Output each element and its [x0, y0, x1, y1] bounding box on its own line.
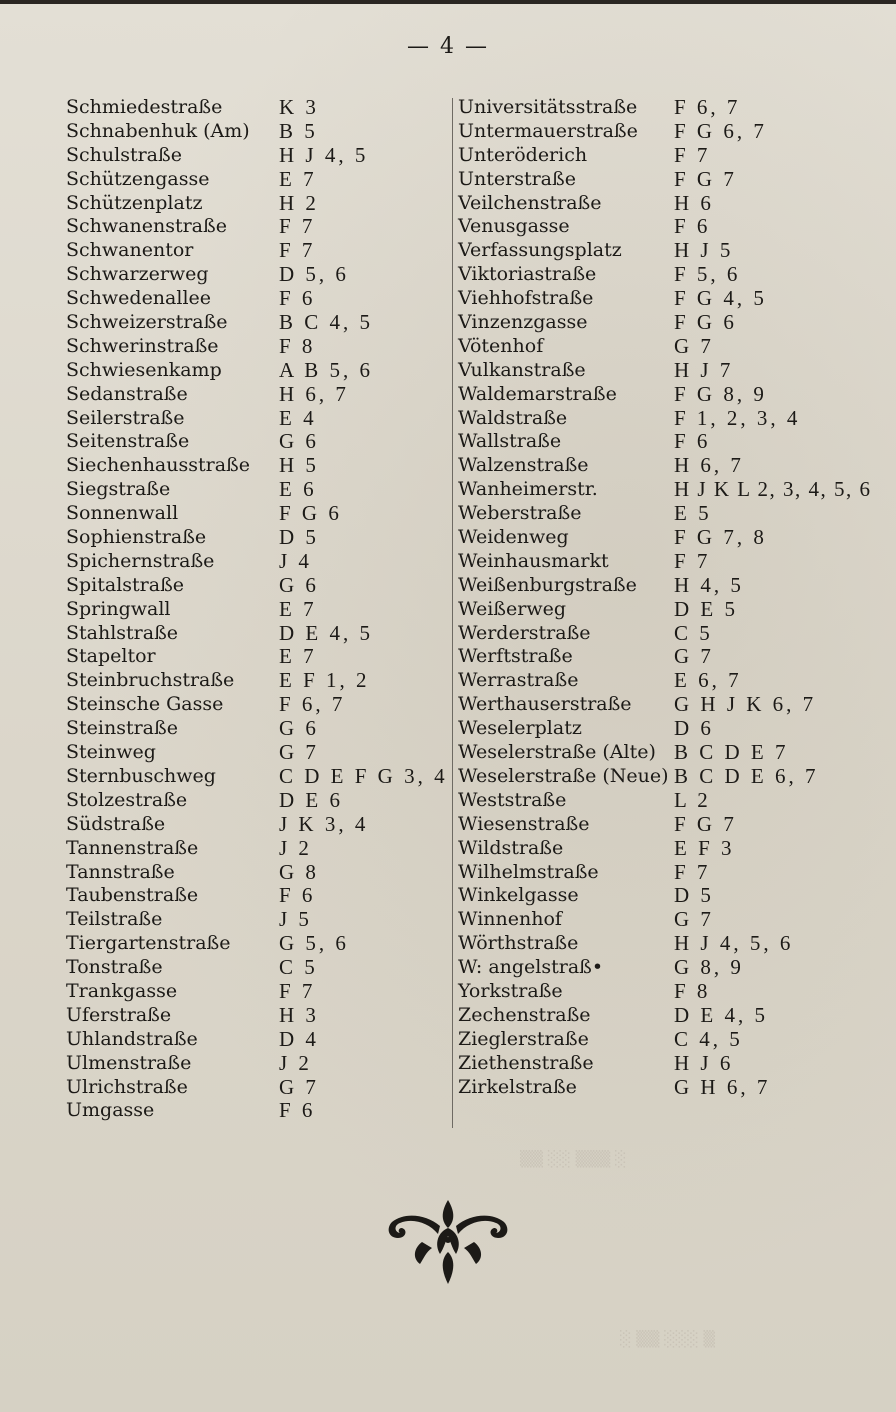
- street-entry: [66, 96, 446, 120]
- grid-reference: H 2: [279, 190, 319, 215]
- street-entry: [66, 741, 446, 765]
- street-name: Sophienstraße: [66, 526, 207, 549]
- grid-reference: C 4, 5: [674, 1026, 743, 1051]
- grid-reference: D 6: [674, 716, 714, 741]
- grid-reference: F G 8, 9: [674, 381, 767, 406]
- grid-reference: B 5: [279, 118, 318, 143]
- street-entry: [66, 789, 446, 813]
- street-name: Ziethenstraße: [458, 1051, 594, 1074]
- street-entry: [66, 884, 446, 908]
- street-entry: [66, 932, 446, 956]
- street-entry: [458, 359, 858, 383]
- street-name: Zirkelstraße: [458, 1075, 577, 1098]
- street-name: Umgasse: [66, 1099, 155, 1122]
- street-name: Venusgasse: [458, 215, 570, 238]
- grid-reference: G 6: [279, 572, 319, 597]
- grid-reference: D E 4, 5: [279, 620, 373, 645]
- grid-reference: G H J K 6, 7: [674, 692, 817, 717]
- grid-reference: H 6, 7: [674, 453, 744, 478]
- grid-reference: J 2: [279, 835, 312, 860]
- grid-reference: E F 1, 2: [279, 668, 370, 693]
- street-entry: [66, 263, 446, 287]
- street-entry: [458, 168, 858, 192]
- grid-reference: H J 6: [674, 1050, 734, 1075]
- grid-reference: B C D E 6, 7: [674, 763, 819, 788]
- grid-reference: F 5, 6: [674, 262, 741, 287]
- street-name: Spichernstraße: [66, 549, 215, 572]
- grid-reference: F G 7: [674, 166, 737, 191]
- grid-reference: G 7: [279, 740, 319, 765]
- grid-reference: H J 4, 5, 6: [674, 931, 794, 956]
- street-name: Schnabenhuk (Am): [66, 119, 250, 142]
- street-entry: [458, 669, 858, 693]
- street-entry: [66, 1076, 446, 1100]
- street-name: Uferstraße: [66, 1003, 172, 1026]
- grid-reference: F 7: [674, 859, 711, 884]
- street-name: Schützenplatz: [66, 191, 203, 214]
- street-name: Werderstraße: [458, 621, 591, 644]
- street-name: Weinhausmarkt: [458, 549, 609, 572]
- street-entry: [66, 311, 446, 335]
- street-name: Springwall: [66, 597, 171, 620]
- street-name: Weselerplatz: [458, 717, 582, 740]
- street-name: Stapeltor: [66, 645, 156, 668]
- grid-reference: J 5: [279, 907, 312, 932]
- street-entry: [458, 311, 858, 335]
- grid-reference: K 3: [279, 95, 319, 119]
- grid-reference: F G 7, 8: [674, 525, 767, 550]
- street-name: Sonnenwall: [66, 502, 179, 525]
- grid-reference: C 5: [279, 955, 318, 980]
- grid-reference: F 7: [279, 214, 316, 239]
- street-name: Seitenstraße: [66, 430, 190, 453]
- street-name: Wörthstraße: [458, 932, 579, 955]
- grid-reference: J 2: [279, 1050, 312, 1075]
- street-entry: [458, 837, 858, 861]
- street-entry: [66, 1004, 446, 1028]
- street-name: Schwarzerweg: [66, 263, 209, 286]
- street-name: Ulrichstraße: [66, 1075, 188, 1098]
- street-name: Siechenhausstraße: [66, 454, 250, 477]
- street-entry: [458, 407, 858, 431]
- grid-reference: E 6: [279, 477, 317, 502]
- street-name: Werthauserstraße: [458, 693, 632, 716]
- street-entry: [458, 932, 858, 956]
- street-name: Sedanstraße: [66, 382, 188, 405]
- grid-reference: H 5: [279, 453, 319, 478]
- street-name: Viehhofstraße: [458, 287, 594, 310]
- street-entry: [66, 454, 446, 478]
- street-entry: [66, 813, 446, 837]
- grid-reference: L 2: [674, 787, 711, 812]
- street-name: Waldemarstraße: [458, 382, 617, 405]
- street-entry: [66, 526, 446, 550]
- street-entry: [66, 502, 446, 526]
- grid-reference: F 6, 7: [279, 692, 346, 717]
- street-entry: [66, 120, 446, 144]
- street-entry: [66, 430, 446, 454]
- street-name: Schützengasse: [66, 167, 210, 190]
- street-name: Unteröderich: [458, 143, 588, 166]
- grid-reference: F 8: [279, 333, 316, 358]
- grid-reference: D E 5: [674, 596, 738, 621]
- grid-reference: J K 3, 4: [279, 811, 369, 836]
- street-entry: [458, 956, 858, 980]
- grid-reference: F 7: [674, 548, 711, 573]
- street-name: Veilchenstraße: [458, 191, 602, 214]
- street-entry: [458, 239, 858, 263]
- grid-reference: F 6: [279, 1098, 316, 1123]
- grid-reference: D 4: [279, 1026, 319, 1051]
- grid-reference: E 7: [279, 644, 317, 669]
- street-entry: [66, 383, 446, 407]
- street-name: Walzenstraße: [458, 454, 589, 477]
- grid-reference: G 7: [674, 907, 714, 932]
- street-name: Schmiedestraße: [66, 96, 223, 118]
- street-entry: [66, 550, 446, 574]
- street-entry: [66, 239, 446, 263]
- street-entry: [458, 1028, 858, 1052]
- grid-reference: G 5, 6: [279, 931, 349, 956]
- street-entry: [458, 477, 872, 502]
- street-name: Weißenburgstraße: [458, 573, 637, 596]
- street-name: Wildstraße: [458, 836, 564, 859]
- street-entry: [66, 407, 446, 431]
- street-entry: [66, 1028, 446, 1052]
- grid-reference: E F 3: [674, 835, 735, 860]
- street-entry: [458, 120, 858, 144]
- street-entry: [66, 168, 446, 192]
- street-entry: [458, 526, 858, 550]
- grid-reference: B C D E 7: [674, 740, 789, 765]
- grid-reference: H J 7: [674, 357, 734, 382]
- grid-reference: G 8: [279, 859, 319, 884]
- street-entry: [458, 1076, 858, 1100]
- street-index-right-column: [458, 95, 872, 1099]
- street-entry: [458, 717, 858, 741]
- grid-reference: H J 5: [674, 238, 734, 263]
- street-name: Tannstraße: [66, 860, 175, 883]
- street-name: Weselerstraße (Neue): [458, 764, 669, 787]
- street-entry: [66, 693, 446, 717]
- street-name: Stahlstraße: [66, 621, 179, 644]
- street-name: Universitätsstraße: [458, 96, 638, 118]
- street-entry: [66, 717, 446, 741]
- street-entry: [458, 192, 858, 216]
- street-entry: [66, 908, 446, 932]
- street-name: Weststraße: [458, 788, 567, 811]
- street-name: Tiergartenstraße: [66, 932, 231, 955]
- column-divider: [452, 98, 453, 1128]
- street-entry: [458, 789, 858, 813]
- street-entry: [66, 622, 446, 646]
- street-name: Unterstraße: [458, 167, 576, 190]
- grid-reference: F G 6: [279, 501, 342, 526]
- street-entry: [66, 335, 446, 359]
- street-entry: [458, 454, 858, 478]
- street-entry: [66, 287, 446, 311]
- street-entry: [66, 215, 446, 239]
- grid-reference: H 6: [674, 190, 714, 215]
- street-entry: [458, 144, 858, 168]
- street-entry: [458, 502, 858, 526]
- street-entry: [458, 96, 858, 120]
- street-entry: [458, 574, 858, 598]
- street-entry: [458, 813, 858, 837]
- street-name: Verfassungsplatz: [458, 239, 622, 262]
- street-name: Wilhelmstraße: [458, 860, 599, 883]
- street-entry: [458, 598, 858, 622]
- grid-reference: F 6: [674, 429, 711, 454]
- street-name: Steinbruchstraße: [66, 669, 235, 692]
- street-name: Siegstraße: [66, 478, 171, 501]
- grid-reference: D 5: [279, 525, 319, 550]
- grid-reference: E 5: [674, 501, 712, 526]
- grid-reference: F 7: [674, 142, 711, 167]
- street-entry: [66, 598, 446, 622]
- grid-reference: D E 6: [279, 787, 343, 812]
- street-entry: [458, 884, 858, 908]
- grid-reference: F 6: [674, 214, 711, 239]
- street-entry: [458, 622, 858, 646]
- street-entry: [458, 1052, 858, 1076]
- street-entry: [458, 335, 858, 359]
- grid-reference: D 5, 6: [279, 262, 349, 287]
- grid-reference: F G 4, 5: [674, 286, 767, 311]
- street-name: Schulstraße: [66, 143, 182, 166]
- street-name: Vulkanstraße: [458, 358, 586, 381]
- street-name: Schwiesenkamp: [66, 358, 222, 381]
- grid-reference: H J K L 2, 3, 4, 5, 6: [674, 477, 872, 502]
- street-name: Schwanentor: [66, 239, 194, 262]
- grid-reference: F 7: [279, 978, 316, 1003]
- street-entry: [66, 765, 446, 789]
- street-name: Steinstraße: [66, 717, 178, 740]
- street-name: Winnenhof: [458, 908, 562, 931]
- street-name: Winkelgasse: [458, 884, 579, 907]
- grid-reference: H 4, 5: [674, 572, 744, 597]
- street-name: Wiesenstraße: [458, 812, 590, 835]
- street-name: Uhlandstraße: [66, 1027, 198, 1050]
- street-entry: [458, 645, 858, 669]
- street-entry: [66, 980, 446, 1004]
- street-name: Zieglerstraße: [458, 1027, 589, 1050]
- grid-reference: A B 5, 6: [279, 357, 374, 382]
- street-name: Tonstraße: [66, 956, 163, 979]
- page-number: — 4 —: [407, 34, 489, 59]
- grid-reference: F G 7: [674, 811, 737, 836]
- grid-reference: G 7: [279, 1074, 319, 1099]
- street-entry: [458, 908, 858, 932]
- grid-reference: E 6, 7: [674, 668, 742, 693]
- grid-reference: F 8: [674, 978, 711, 1003]
- street-name: Viktoriastraße: [458, 263, 597, 286]
- street-entry: [66, 192, 446, 216]
- street-name: Steinweg: [66, 741, 156, 764]
- street-name: Sternbuschweg: [66, 764, 216, 787]
- grid-reference: F 6, 7: [674, 95, 741, 119]
- street-entry: [66, 861, 446, 885]
- bleed-through-mark: ▒▒ ░░ ▒▒▒ ░: [520, 1150, 627, 1168]
- street-entry: [458, 263, 858, 287]
- grid-reference: E 4: [279, 405, 317, 430]
- grid-reference: F G 6, 7: [674, 118, 767, 143]
- street-name: Steinsche Gasse: [66, 693, 224, 716]
- street-entry: [458, 861, 858, 885]
- street-entry: [458, 741, 858, 765]
- street-name: Vinzenzgasse: [458, 311, 588, 334]
- street-name: Tannenstraße: [66, 836, 199, 859]
- grid-reference: J 4: [279, 548, 312, 573]
- grid-reference: G 8, 9: [674, 955, 744, 980]
- street-entry: [66, 1099, 446, 1123]
- street-entry: [458, 430, 858, 454]
- street-name: Taubenstraße: [66, 884, 199, 907]
- street-name: Ulmenstraße: [66, 1051, 192, 1074]
- grid-reference: G 7: [674, 333, 714, 358]
- grid-reference: E 7: [279, 596, 317, 621]
- street-name: Werrastraße: [458, 669, 579, 692]
- street-name: Südstraße: [66, 812, 166, 835]
- street-name: Trankgasse: [66, 979, 178, 1002]
- street-entry: [458, 550, 858, 574]
- street-name: Weißerweg: [458, 597, 566, 620]
- street-entry: [66, 837, 446, 861]
- street-name: W: angelstraß•: [458, 956, 604, 979]
- grid-reference: H 3: [279, 1002, 319, 1027]
- grid-reference: D 5: [674, 883, 714, 908]
- street-entry: [458, 980, 858, 1004]
- street-name: Stolzestraße: [66, 788, 188, 811]
- grid-reference: H 6, 7: [279, 381, 349, 406]
- street-name: Wanheimerstr.: [458, 478, 598, 501]
- street-name: Yorkstraße: [458, 979, 563, 1002]
- fleuron-ornament-icon: [378, 1192, 518, 1292]
- street-entry: [66, 645, 446, 669]
- street-entry: [458, 1004, 858, 1028]
- grid-reference: G 6: [279, 716, 319, 741]
- street-name: Weselerstraße (Alte): [458, 741, 656, 764]
- street-name: Schweizerstraße: [66, 311, 228, 334]
- grid-reference: H J 4, 5: [279, 142, 369, 167]
- street-name: Waldstraße: [458, 406, 568, 429]
- grid-reference: C 5: [674, 620, 713, 645]
- street-entry: [66, 574, 446, 598]
- grid-reference: F G 6: [674, 310, 737, 335]
- grid-reference: G 6: [279, 429, 319, 454]
- page-top-edge: [0, 0, 896, 4]
- street-entry: [458, 765, 858, 789]
- grid-reference: C D E F G 3, 4: [279, 763, 448, 788]
- grid-reference: G 7: [674, 644, 714, 669]
- street-entry: [66, 956, 446, 980]
- street-entry: [66, 669, 446, 693]
- street-entry: [458, 693, 858, 717]
- street-entry: [66, 1052, 446, 1076]
- street-entry: [66, 478, 446, 502]
- street-index-left-column: [66, 96, 446, 1123]
- grid-reference: F 6: [279, 286, 316, 311]
- grid-reference: F 7: [279, 238, 316, 263]
- street-entry: [66, 144, 446, 168]
- grid-reference: B C 4, 5: [279, 310, 374, 335]
- bleed-through-mark: ░ ▒▒ ░░░ ▒: [620, 1330, 716, 1348]
- street-name: Weberstraße: [458, 502, 582, 525]
- street-name: Vötenhof: [458, 334, 544, 357]
- street-entry: [458, 215, 858, 239]
- grid-reference: G H 6, 7: [674, 1074, 771, 1099]
- street-entry: [458, 287, 858, 311]
- grid-reference: F 6: [279, 883, 316, 908]
- street-name: Teilstraße: [66, 908, 163, 931]
- street-name: Untermauerstraße: [458, 119, 638, 142]
- street-entry: [458, 383, 858, 407]
- grid-reference: D E 4, 5: [674, 1002, 768, 1027]
- street-name: Wallstraße: [458, 430, 562, 453]
- street-entry: [66, 359, 446, 383]
- street-name: Zechenstraße: [458, 1003, 591, 1026]
- street-name: Werftstraße: [458, 645, 573, 668]
- street-name: Schwanenstraße: [66, 215, 227, 238]
- street-name: Schwedenallee: [66, 287, 212, 310]
- grid-reference: F 1, 2, 3, 4: [674, 405, 801, 430]
- street-name: Spitalstraße: [66, 573, 185, 596]
- street-name: Schwerinstraße: [66, 334, 219, 357]
- street-name: Seilerstraße: [66, 406, 185, 429]
- grid-reference: E 7: [279, 166, 317, 191]
- street-name: Weidenweg: [458, 526, 569, 549]
